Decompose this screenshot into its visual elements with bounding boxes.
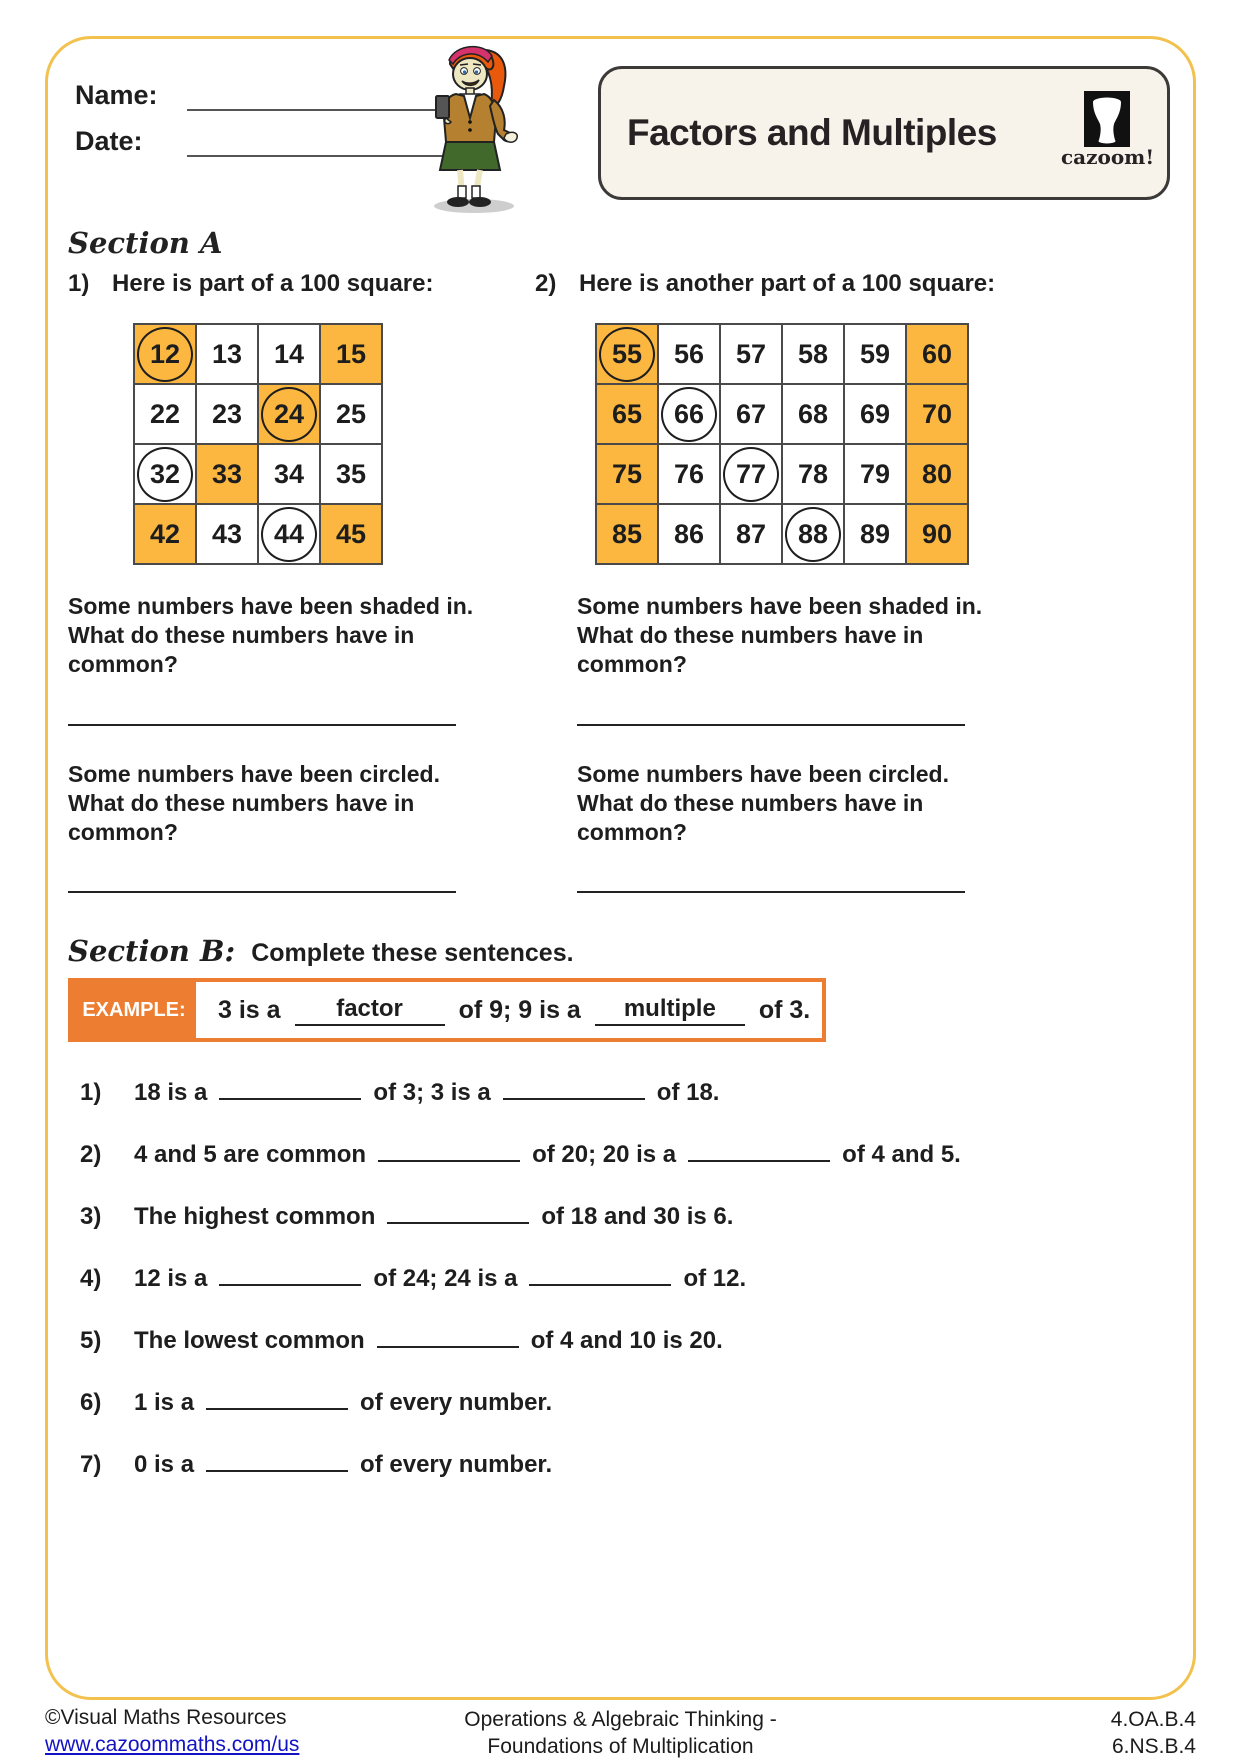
example-sentence xyxy=(196,982,822,1038)
sentence-7 xyxy=(80,1446,1200,1476)
answer-blank[interactable] xyxy=(378,1136,520,1162)
section-b-title: Section B: xyxy=(68,934,236,968)
grid-cell-value: 67 xyxy=(735,398,767,429)
grid-cell-65 xyxy=(596,384,658,444)
grid-cell-12 xyxy=(134,324,196,384)
circle-annotation xyxy=(723,447,779,502)
grid-cell-77 xyxy=(720,444,782,504)
grid-cell-22 xyxy=(134,384,196,444)
answer-blank[interactable] xyxy=(219,1260,361,1286)
section-b-heading xyxy=(68,934,574,968)
grid-cell-24 xyxy=(258,384,320,444)
problem-2-number: 2) xyxy=(535,270,557,297)
grid-cell-value: 56 xyxy=(673,338,705,369)
example-label: EXAMPLE: xyxy=(72,982,196,1038)
grid-cell-value: 33 xyxy=(211,458,243,489)
sentence-number: 7) xyxy=(80,1451,102,1478)
sentence-text-segment: 1 is a xyxy=(134,1389,195,1416)
sentence-number: 6) xyxy=(80,1389,102,1416)
grid-cell-60 xyxy=(906,324,968,384)
grid-cell-value: 15 xyxy=(335,338,367,369)
grid-cell-15 xyxy=(320,324,382,384)
grid-cell-value: 75 xyxy=(611,458,643,489)
grid-cell-value: 32 xyxy=(149,458,181,489)
sentence-text-segment: of 18 and 30 is 6. xyxy=(541,1203,734,1230)
grid-cell-value: 59 xyxy=(859,338,891,369)
name-label: Name: xyxy=(75,80,158,110)
grid-cell-80 xyxy=(906,444,968,504)
grid-cell-value: 45 xyxy=(335,518,367,549)
answer-line[interactable] xyxy=(68,891,456,893)
grid-cell-value: 78 xyxy=(797,458,829,489)
sentence-3 xyxy=(80,1198,1200,1228)
answer-blank[interactable] xyxy=(377,1322,519,1348)
grid-cell-68 xyxy=(782,384,844,444)
grid-cell-value: 66 xyxy=(673,398,705,429)
sentence-text-segment: of 4 and 10 is 20. xyxy=(530,1327,723,1354)
grid-cell-43 xyxy=(196,504,258,564)
sentence-text-segment: 4 and 5 are common xyxy=(134,1141,367,1168)
circle-annotation xyxy=(137,327,193,382)
grid-cell-value: 88 xyxy=(797,518,829,549)
page-title: Factors and Multiples xyxy=(627,112,997,153)
grid-cell-value: 43 xyxy=(211,518,243,549)
grid-cell-67 xyxy=(720,384,782,444)
subject-line-2: Foundations of Multiplication xyxy=(487,1735,754,1759)
circle-annotation xyxy=(261,507,317,562)
circle-annotation xyxy=(137,447,193,502)
standard-code-1: 4.OA.B.4 xyxy=(1110,1708,1196,1731)
example-text-segment: 3 is a xyxy=(218,995,281,1024)
sentence-text-segment: The highest common xyxy=(134,1203,376,1230)
grid-cell-value: 65 xyxy=(611,398,643,429)
date-field-row xyxy=(75,126,459,157)
circle-annotation xyxy=(599,327,655,382)
sentence-text-segment: 12 is a xyxy=(134,1265,208,1292)
sentence-text-segment: of 3; 3 is a xyxy=(373,1079,491,1106)
grid-cell-23 xyxy=(196,384,258,444)
sentence-number: 1) xyxy=(80,1079,102,1106)
answer-blank[interactable] xyxy=(206,1384,348,1410)
circle-annotation xyxy=(785,507,841,562)
cazoom-logo xyxy=(1061,91,1153,169)
sentence-text-segment: of 20; 20 is a xyxy=(532,1141,677,1168)
sentence-number: 2) xyxy=(80,1141,102,1168)
grid-cell-88 xyxy=(782,504,844,564)
grid-cell-90 xyxy=(906,504,968,564)
grid-cell-78 xyxy=(782,444,844,504)
shaded-question-2: Some numbers have been shaded in. What do these numbers have in common? xyxy=(577,593,983,678)
drum-icon xyxy=(1084,91,1130,147)
grid-cell-45 xyxy=(320,504,382,564)
answer-blank[interactable] xyxy=(503,1074,645,1100)
sentence-2 xyxy=(80,1136,1200,1166)
section-a-heading: Section A xyxy=(68,226,223,260)
grid-cell-value: 76 xyxy=(673,458,705,489)
grid-cell-69 xyxy=(844,384,906,444)
problem-1-prompt xyxy=(68,270,433,298)
grid-cell-59 xyxy=(844,324,906,384)
footer xyxy=(45,1706,1196,1761)
grid-cell-value: 12 xyxy=(149,338,181,369)
grid-cell-86 xyxy=(658,504,720,564)
grid-cell-value: 69 xyxy=(859,398,891,429)
sentence-6 xyxy=(80,1384,1200,1414)
grid-cell-87 xyxy=(720,504,782,564)
hundred-square-grid-1 xyxy=(133,323,383,565)
grid-cell-value: 44 xyxy=(273,518,305,549)
grid-cell-value: 58 xyxy=(797,338,829,369)
sentence-list xyxy=(80,1074,1200,1508)
grid-cell-56 xyxy=(658,324,720,384)
grid-cell-70 xyxy=(906,384,968,444)
question-column-2 xyxy=(577,592,1001,893)
example-box xyxy=(68,978,826,1042)
question-column-1 xyxy=(68,592,492,893)
grid-cell-value: 80 xyxy=(921,458,953,489)
copyright-text: ©Visual Maths Resources xyxy=(45,1706,287,1729)
grid-cell-42 xyxy=(134,504,196,564)
grid-cell-55 xyxy=(596,324,658,384)
circle-annotation xyxy=(661,387,717,442)
footer-center xyxy=(394,1706,847,1761)
grid-cell-35 xyxy=(320,444,382,504)
sentence-text-segment: of 12. xyxy=(683,1265,747,1292)
grid-cell-value: 68 xyxy=(797,398,829,429)
problem-1-text: Here is part of a 100 square: xyxy=(112,270,434,297)
grid-cell-value: 90 xyxy=(921,518,953,549)
grid-cell-value: 60 xyxy=(921,338,953,369)
grid-cell-79 xyxy=(844,444,906,504)
hundred-square-grid-2 xyxy=(595,323,969,565)
footer-right xyxy=(847,1706,1196,1761)
title-banner xyxy=(598,66,1170,200)
name-field-row xyxy=(75,80,459,111)
problem-2-prompt xyxy=(535,270,995,298)
sentence-text-segment: 0 is a xyxy=(134,1451,195,1478)
sentence-number: 4) xyxy=(80,1265,102,1292)
sentence-5 xyxy=(80,1322,1200,1352)
answer-blank[interactable] xyxy=(206,1446,348,1472)
grid-cell-85 xyxy=(596,504,658,564)
grid-cell-34 xyxy=(258,444,320,504)
grid-cell-value: 23 xyxy=(211,398,243,429)
sentence-4 xyxy=(80,1260,1200,1290)
grid-cell-value: 13 xyxy=(211,338,243,369)
grid-cell-value: 14 xyxy=(273,338,305,369)
grid-cell-value: 42 xyxy=(149,518,181,549)
section-b-instruction: Complete these sentences. xyxy=(251,939,574,967)
grid-cell-value: 89 xyxy=(859,518,891,549)
answer-blank[interactable] xyxy=(529,1260,671,1286)
problem-2-text: Here is another part of a 100 square: xyxy=(579,270,996,297)
footer-left xyxy=(45,1706,394,1761)
answer-blank[interactable] xyxy=(688,1136,830,1162)
date-label: Date: xyxy=(75,126,143,156)
grid-cell-66 xyxy=(658,384,720,444)
grid-cell-value: 57 xyxy=(735,338,767,369)
grid-cell-58 xyxy=(782,324,844,384)
sentence-text-segment: The lowest common xyxy=(134,1327,365,1354)
grid-cell-value: 85 xyxy=(611,518,643,549)
grid-cell-32 xyxy=(134,444,196,504)
grid-cell-value: 35 xyxy=(335,458,367,489)
sentence-number: 3) xyxy=(80,1203,102,1230)
circle-annotation xyxy=(261,387,317,442)
answer-line[interactable] xyxy=(577,724,965,726)
sentence-text-segment: of 24; 24 is a xyxy=(373,1265,518,1292)
answer-line[interactable] xyxy=(577,891,965,893)
sentence-text-segment: of every number. xyxy=(360,1389,553,1416)
grid-cell-13 xyxy=(196,324,258,384)
grid-cell-76 xyxy=(658,444,720,504)
schoolgirl-clipart xyxy=(416,34,528,216)
grid-cell-value: 24 xyxy=(273,398,305,429)
grid-cell-value: 34 xyxy=(273,458,305,489)
example-text-segment: of 9; 9 is a xyxy=(458,995,581,1024)
shaded-question-1: Some numbers have been shaded in. What do these numbers have in common? xyxy=(68,593,474,678)
sentence-1 xyxy=(80,1074,1200,1104)
answer-line[interactable] xyxy=(68,724,456,726)
grid-cell-value: 86 xyxy=(673,518,705,549)
grid-cell-value: 22 xyxy=(149,398,181,429)
grid-cell-value: 77 xyxy=(735,458,767,489)
subject-line-1: Operations & Algebraic Thinking - xyxy=(464,1708,777,1731)
answer-blank[interactable] xyxy=(387,1198,529,1224)
grid-cell-14 xyxy=(258,324,320,384)
grid-cell-value: 87 xyxy=(735,518,767,549)
grid-cell-33 xyxy=(196,444,258,504)
example-text-segment: of 3. xyxy=(758,995,811,1024)
website-link[interactable]: www.cazoommaths.com/us xyxy=(45,1733,300,1756)
grid-cell-value: 79 xyxy=(859,458,891,489)
sentence-text-segment: 18 is a xyxy=(134,1079,208,1106)
circled-question-1: Some numbers have been circled. What do these numbers have in common? xyxy=(68,760,440,846)
grid-cell-57 xyxy=(720,324,782,384)
grid-cell-44 xyxy=(258,504,320,564)
example-answer: multiple xyxy=(595,995,745,1026)
sentence-number: 5) xyxy=(80,1327,102,1354)
grid-cell-25 xyxy=(320,384,382,444)
grid-cell-89 xyxy=(844,504,906,564)
circled-question-2: Some numbers have been circled. What do these numbers have in common? xyxy=(577,760,949,846)
sentence-text-segment: of 4 and 5. xyxy=(842,1141,961,1168)
standard-code-2: 6.NS.B.4 xyxy=(1111,1735,1196,1759)
grid-cell-value: 70 xyxy=(921,398,953,429)
grid-cell-75 xyxy=(596,444,658,504)
example-answer: factor xyxy=(295,995,445,1026)
logo-brand-text: cazoom! xyxy=(1061,145,1155,169)
problem-1-number: 1) xyxy=(68,270,90,297)
sentence-text-segment: of every number. xyxy=(360,1451,553,1478)
grid-cell-value: 25 xyxy=(335,398,367,429)
sentence-text-segment: of 18. xyxy=(656,1079,720,1106)
answer-blank[interactable] xyxy=(219,1074,361,1100)
grid-cell-value: 55 xyxy=(611,338,643,369)
